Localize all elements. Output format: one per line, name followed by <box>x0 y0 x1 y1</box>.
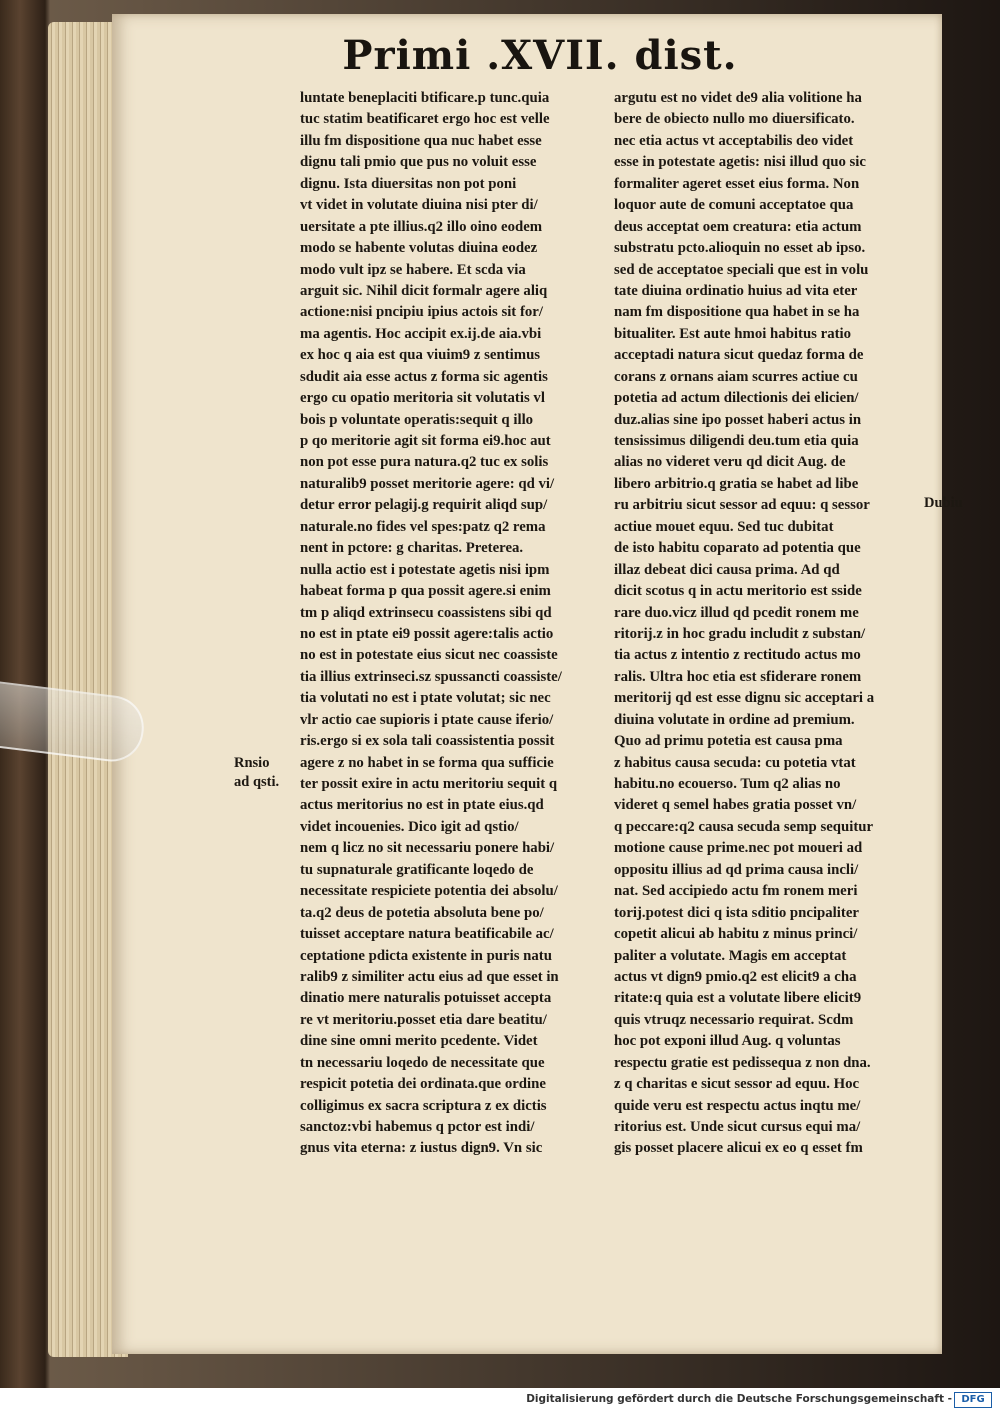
text-line: sdudit aia esse actus z forma sic agentis <box>300 368 548 385</box>
text-line: ritorius est. Unde sicut cursus equi ma/ <box>614 1119 861 1135</box>
text-line: diuina volutate in ordine ad premium. <box>614 711 855 728</box>
text-line: motione cause prime.nec pot moueri ad <box>614 840 863 857</box>
text-line: ralis. Ultra hoc etia est sfiderare ronem <box>614 668 862 685</box>
text-line: z habitus causa secuda: cu potetia vtat <box>614 754 856 771</box>
text-line: acceptadi natura sicut quedaz forma de <box>614 347 864 364</box>
text-line: torij.potest dici q ista sditio pncipaliter <box>614 904 859 921</box>
text-line: copetit alicui ab habitu z minus princi/ <box>614 926 858 943</box>
text-line: z q charitas e sicut sessor ad equu. Hoc <box>614 1076 860 1093</box>
text-line: Quo ad primu potetia est causa pma <box>614 733 843 750</box>
text-line: tia volutati no est i ptate volutat; sic nec <box>300 690 551 707</box>
text-line: libero arbitrio.q gratia se habet ad libe <box>614 475 859 492</box>
text-line: duz.alias sine ipo posset haberi actus in <box>614 411 862 428</box>
text-line: ter possit exire in actu meritoriu sequit q <box>300 776 558 792</box>
text-line: nem q licz no sit necessariu ponere habi/ <box>300 840 555 857</box>
text-line: hoc pot exponi illud Aug. q voluntas <box>614 1033 841 1050</box>
text-line: modo vult ipz se habere. Et scda via <box>300 261 526 278</box>
text-line: sed de acceptatoe speciali que est in volu <box>614 261 869 278</box>
text-line: nam fm dispositione qua habet in se ha <box>614 304 860 321</box>
text-line: substratu pcto.alioquin no esset ab ipso. <box>614 240 866 257</box>
text-line: habeat forma p qua possit agere.si enim <box>300 583 551 600</box>
funding-credit: Digitalisierung gefördert durch die Deutsche Forschungsgemeinschaft - <box>526 1393 952 1405</box>
text-line: bere de obiecto nullo mo diuersificato. <box>614 111 855 128</box>
text-line: videret q semel habes gratia posset vn/ <box>614 797 857 814</box>
text-line: nat. Sed accipiedo actu fm ronem meri <box>614 883 858 900</box>
text-line: dignu. Ista diuersitas non pot poni <box>300 175 517 192</box>
text-line: quide veru est respectu actus inqtu me/ <box>614 1097 861 1114</box>
text-line: ritate:q quia est a volutate libere elicit9 <box>614 990 862 1007</box>
text-line: detur error pelagij.g requirit aliqd sup/ <box>300 497 548 514</box>
text-line: tn necessariu loqedo de necessitate que <box>300 1054 545 1071</box>
margin-note-line: ad qsti. <box>234 774 280 790</box>
text-line: nec etia actus vt acceptabilis deo videt <box>614 132 854 149</box>
text-line: non pot esse pura natura.q2 tuc ex solis <box>300 454 549 471</box>
text-line: modo se habente volutas diuina eodez <box>300 240 538 257</box>
text-line: bitualiter. Est aute hmoi habitus ratio <box>614 325 852 342</box>
text-line: alias no videret veru qd dicit Aug. de <box>614 454 846 471</box>
text-line: loquor aute de comuni acceptatoe qua <box>614 197 854 214</box>
text-line: de isto habitu coparato ad potentia que <box>614 540 861 557</box>
text-line: argutu est no videt de9 alia volitione ha <box>614 90 862 106</box>
text-line: naturale.no fides vel spes:patz q2 rema <box>300 518 546 535</box>
text-line: ma agentis. Hoc accipit ex.ij.de aia.vbi <box>300 325 542 342</box>
text-line: tia actus z intentio z rectitudo actus mo <box>614 647 861 664</box>
left-column <box>300 88 600 1160</box>
text-line: re vt meritoriu.posset etia dare beatitu/ <box>300 1011 547 1028</box>
text-line: paliter a volutate. Magis em acceptat <box>614 947 847 964</box>
text-line: respectu gratie est pedissequa z non dna. <box>614 1054 871 1071</box>
text-line: agere z no habet in se forma qua sufficie <box>300 754 554 771</box>
margin-note-left <box>234 754 279 792</box>
text-line: dine sine omni merito pcedente. Videt <box>300 1033 538 1050</box>
text-line: sanctoz:vbi habemus q pctor est indi/ <box>300 1119 535 1135</box>
text-line: no est in potestate eius sicut nec coassiste <box>300 647 558 664</box>
text-line: habitu.no ecouerso. Tum q2 alias no <box>614 776 841 792</box>
text-line: actus meritorius no est in ptate eius.qd <box>300 797 544 814</box>
text-line: esse in potestate agetis: nisi illud quo sic <box>614 154 866 171</box>
text-line: illaz debeat dici causa prima. Ad qd <box>614 561 840 578</box>
text-line: naturalib9 posset meritorie agere: qd vi/ <box>300 475 555 492</box>
text-line: gnus vita eterna: z iustus dign9. Vn sic <box>300 1140 543 1157</box>
dfg-logo: DFG <box>954 1392 992 1408</box>
text-line: luntate beneplaciti btificare.p tunc.quia <box>300 90 550 106</box>
text-line: necessitate respiciete potentia dei absolu/ <box>300 883 558 900</box>
text-line: ralib9 z similiter actu eius ad que esset in <box>300 968 559 985</box>
text-line: colligimus ex sacra scriptura z ex dictis <box>300 1097 547 1114</box>
text-line: videt incouenies. Dico igit ad qstio/ <box>300 818 519 835</box>
text-line: dinatio mere naturalis potuisset accepta <box>300 990 552 1007</box>
text-line: tia illius extrinseci.sz spussancti coassiste/ <box>300 668 562 685</box>
text-line: illu fm dispositione qua nuc habet esse <box>300 132 542 149</box>
text-line: tm p aliqd extrinsecu coassistens sibi qd <box>300 604 552 621</box>
text-line: rare duo.vicz illud qd pcedit ronem me <box>614 604 859 621</box>
text-line: dignu tali pmio que pus no voluit esse <box>300 154 537 171</box>
text-line: ru arbitriu sicut sessor ad equu: q sessor <box>614 497 870 514</box>
text-line: ergo cu opatio meritoria sit volutatis vl <box>300 390 545 407</box>
right-column <box>614 88 920 1160</box>
text-line: actus vt dign9 pmio.q2 est elicit9 a cha <box>614 968 857 985</box>
text-line: actiue mouet equu. Sed tuc dubitat <box>614 518 834 535</box>
text-line: vt videt in volutate diuina nisi pter di/ <box>300 197 538 214</box>
running-header: Primi .XVII. dist. <box>342 32 738 79</box>
text-line: quis vtruqz necessario requirat. Scdm <box>614 1011 854 1028</box>
text-line: uersitate a pte illius.q2 illo oino eodem <box>300 218 543 235</box>
text-line: potetia ad actum dilectionis dei elicien/ <box>614 390 859 407</box>
text-line: nent in pctore: g charitas. Preterea. <box>300 540 524 557</box>
text-line: tuisset acceptare natura beatificabile ac/ <box>300 926 554 943</box>
text-line: deus acceptat oem creatura: etia actum <box>614 218 862 235</box>
text-line: corans z ornans aiam scurres actiue cu <box>614 368 858 385</box>
text-line: no est in ptate ei9 possit agere:talis actio <box>300 625 554 642</box>
margin-note-line: Rnsio <box>234 755 270 771</box>
text-line: q peccare:q2 causa secuda semp sequitur <box>614 818 874 835</box>
text-line: ceptatione pdicta existente in puris natu <box>300 947 552 964</box>
text-line: p qo meritorie agit sit forma ei9.hoc aut <box>300 433 551 449</box>
text-line: meritorij qd est esse dignu sic acceptari a <box>614 690 875 707</box>
text-line: oppositu illius ad qd prima causa incli/ <box>614 861 859 878</box>
text-line: tuc statim beatificaret ergo hoc est velle <box>300 111 550 128</box>
text-line: tensissimus diligendi deu.tum etia quia <box>614 433 859 449</box>
text-line: ritorij.z in hoc gradu includit z substan/ <box>614 625 866 642</box>
text-line: bois p voluntate operatis:sequit q illo <box>300 411 534 428</box>
text-line: vlr actio cae supioris i ptate cause iferio/ <box>300 711 554 728</box>
text-line: gis posset placere alicui ex eo q esset fm <box>614 1140 863 1157</box>
text-line: respicit potetia dei ordinata.que ordine <box>300 1076 546 1093</box>
text-line: ex hoc q aia est qua viuim9 z sentimus <box>300 347 541 364</box>
text-line: actione:nisi pncipiu ipius actois sit for/ <box>300 304 543 321</box>
margin-note-right: Dubiu <box>924 495 963 511</box>
text-line: ris.ergo si ex sola tali coassistentia possit <box>300 733 555 750</box>
text-line: ta.q2 deus de potetia absoluta bene po/ <box>300 904 544 921</box>
text-line: arguit sic. Nihil dicit formalr agere aliq <box>300 282 548 299</box>
text-line: tate diuina ordinatio huius ad vita eter <box>614 282 858 299</box>
text-line: tu supnaturale gratificante loqedo de <box>300 861 534 878</box>
text-line: dicit scotus q in actu meritorio est sside <box>614 583 862 600</box>
text-line: nulla actio est i potestate agetis nisi ipm <box>300 561 550 578</box>
text-line: formaliter ageret esset eius forma. Non <box>614 175 860 192</box>
